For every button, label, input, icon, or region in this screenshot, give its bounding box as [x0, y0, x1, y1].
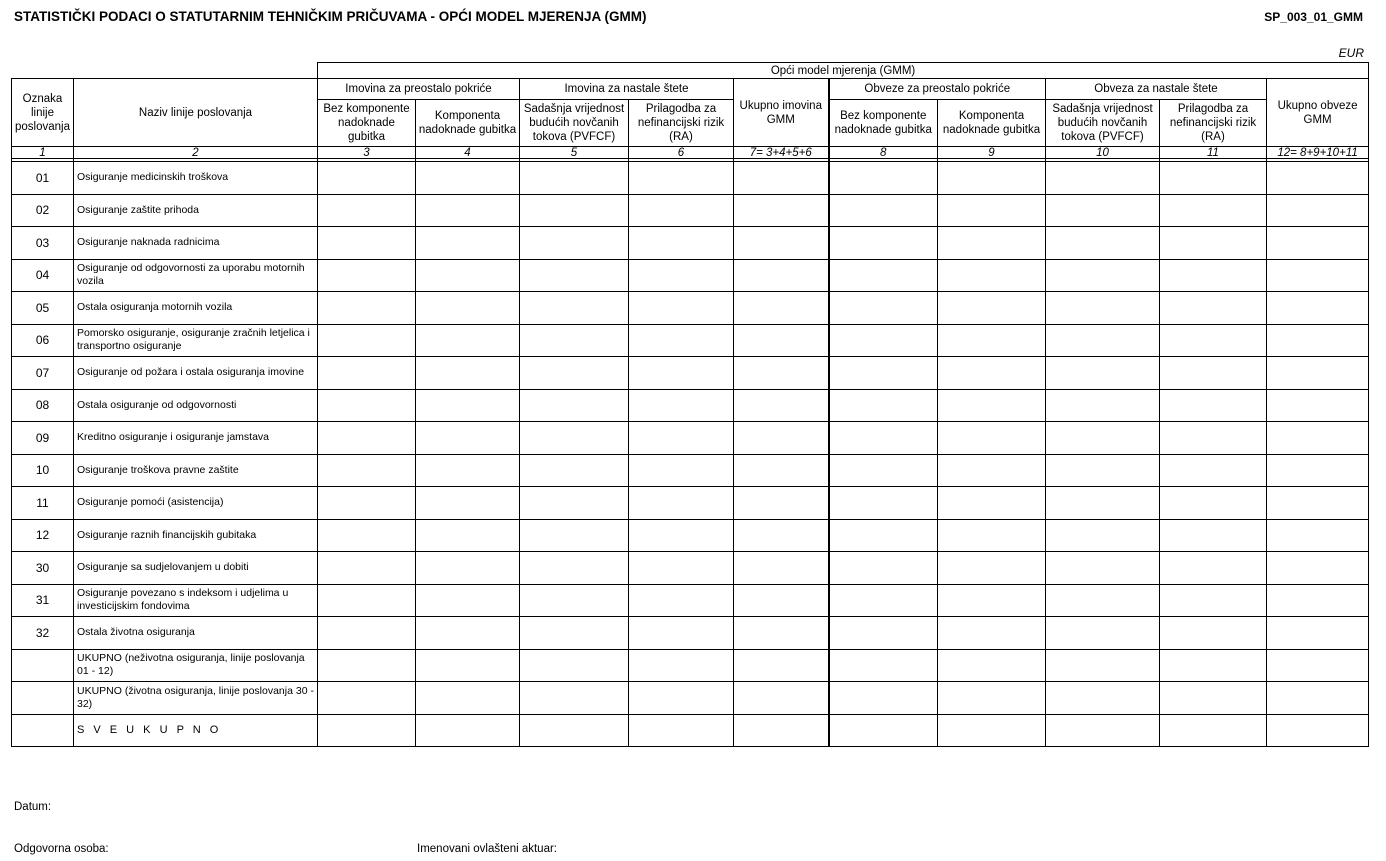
- value-cell[interactable]: [520, 649, 629, 682]
- value-cell[interactable]: [520, 584, 629, 617]
- value-cell[interactable]: [416, 682, 520, 715]
- row-name: Kreditno osiguranje i osiguranje jamstava: [74, 422, 318, 455]
- value-cell[interactable]: [829, 194, 938, 227]
- header-assets-incurred: Imovina za nastale štete: [520, 79, 734, 100]
- table-row: [12, 259, 1369, 292]
- value-cell[interactable]: [629, 227, 734, 260]
- table-row: [12, 552, 1369, 585]
- value-cell[interactable]: [1046, 649, 1160, 682]
- value-cell[interactable]: [520, 389, 629, 422]
- value-cell[interactable]: [416, 162, 520, 195]
- value-cell[interactable]: [416, 357, 520, 390]
- value-cell[interactable]: [829, 552, 938, 585]
- col-number: 10: [1046, 147, 1160, 159]
- value-cell[interactable]: [520, 682, 629, 715]
- value-cell[interactable]: [318, 649, 416, 682]
- value-cell[interactable]: [629, 682, 734, 715]
- value-cell[interactable]: [1267, 357, 1369, 390]
- value-cell[interactable]: [829, 617, 938, 650]
- value-cell[interactable]: [416, 292, 520, 325]
- value-cell[interactable]: [629, 649, 734, 682]
- row-code: 09: [12, 422, 74, 455]
- value-cell[interactable]: [520, 422, 629, 455]
- value-cell[interactable]: [1267, 519, 1369, 552]
- value-cell[interactable]: [938, 422, 1046, 455]
- value-cell[interactable]: [416, 389, 520, 422]
- value-cell[interactable]: [734, 519, 829, 552]
- value-cell[interactable]: [416, 519, 520, 552]
- value-cell[interactable]: [629, 259, 734, 292]
- value-cell[interactable]: [1046, 682, 1160, 715]
- row-name: Osiguranje zaštite prihoda: [74, 194, 318, 227]
- value-cell[interactable]: [1267, 389, 1369, 422]
- table-row: [12, 584, 1369, 617]
- value-cell[interactable]: [734, 324, 829, 357]
- value-cell[interactable]: [416, 584, 520, 617]
- table-row: [12, 194, 1369, 227]
- value-cell[interactable]: [318, 357, 416, 390]
- value-cell[interactable]: [734, 194, 829, 227]
- value-cell[interactable]: [629, 162, 734, 195]
- gmm-table: [11, 62, 1369, 747]
- value-cell[interactable]: [520, 162, 629, 195]
- value-cell[interactable]: [416, 422, 520, 455]
- value-cell[interactable]: [520, 454, 629, 487]
- value-cell[interactable]: [1046, 162, 1160, 195]
- value-cell[interactable]: [1160, 519, 1267, 552]
- table-row: [12, 519, 1369, 552]
- value-cell[interactable]: [734, 357, 829, 390]
- col-number: 7= 3+4+5+6: [734, 147, 829, 159]
- value-cell[interactable]: [520, 487, 629, 520]
- value-cell[interactable]: [1267, 259, 1369, 292]
- table-row: [12, 682, 1369, 715]
- value-cell[interactable]: [416, 649, 520, 682]
- value-cell[interactable]: [629, 552, 734, 585]
- value-cell[interactable]: [938, 487, 1046, 520]
- sub-no-loss: Bez komponente nadoknade gubitka: [318, 100, 416, 147]
- sub-ra: Prilagodba za nefinancijski rizik (RA): [1160, 100, 1267, 147]
- value-cell[interactable]: [1160, 682, 1267, 715]
- value-cell[interactable]: [629, 194, 734, 227]
- row-code: 04: [12, 259, 74, 292]
- value-cell[interactable]: [1046, 292, 1160, 325]
- row-code: [12, 682, 74, 715]
- row-name: Ostala osiguranje od odgovornosti: [74, 389, 318, 422]
- value-cell[interactable]: [1160, 584, 1267, 617]
- value-cell[interactable]: [520, 357, 629, 390]
- value-cell[interactable]: [1046, 357, 1160, 390]
- value-cell[interactable]: [520, 292, 629, 325]
- value-cell[interactable]: [318, 389, 416, 422]
- value-cell[interactable]: [416, 194, 520, 227]
- value-cell[interactable]: [1160, 292, 1267, 325]
- col-number: 4: [416, 147, 520, 159]
- row-name: UKUPNO (neživotna osiguranja, linije poslovanja 01 - 12): [74, 649, 318, 682]
- value-cell[interactable]: [938, 519, 1046, 552]
- value-cell[interactable]: [734, 714, 829, 747]
- value-cell[interactable]: [318, 324, 416, 357]
- value-cell[interactable]: [629, 389, 734, 422]
- value-cell[interactable]: [1046, 584, 1160, 617]
- value-cell[interactable]: [938, 227, 1046, 260]
- sub-pvfcf: Sadašnja vrijednost budućih novčanih tokova (PVFCF): [520, 100, 629, 147]
- value-cell[interactable]: [629, 422, 734, 455]
- row-code: [12, 649, 74, 682]
- value-cell[interactable]: [318, 259, 416, 292]
- value-cell[interactable]: [1160, 389, 1267, 422]
- table-row: [12, 422, 1369, 455]
- value-cell[interactable]: [416, 324, 520, 357]
- value-cell[interactable]: [829, 422, 938, 455]
- value-cell[interactable]: [938, 292, 1046, 325]
- value-cell[interactable]: [318, 682, 416, 715]
- row-code: 03: [12, 227, 74, 260]
- value-cell[interactable]: [829, 714, 938, 747]
- row-name: Osiguranje od odgovornosti za uporabu motornih vozila: [74, 259, 318, 292]
- currency-label: EUR: [1338, 46, 1364, 60]
- date-label: Datum:: [14, 801, 52, 813]
- value-cell[interactable]: [734, 292, 829, 325]
- col-number: 2: [74, 147, 318, 159]
- row-code: 30: [12, 552, 74, 585]
- row-name: Pomorsko osiguranje, osiguranje zračnih letjelica i transportno osiguranje: [74, 324, 318, 357]
- value-cell[interactable]: [1160, 454, 1267, 487]
- value-cell[interactable]: [829, 454, 938, 487]
- form-code: SP_003_01_GMM: [1264, 10, 1363, 24]
- value-cell[interactable]: [1046, 259, 1160, 292]
- header-code: Oznaka linije poslovanja: [12, 79, 74, 147]
- value-cell[interactable]: [734, 227, 829, 260]
- col-number: 9: [938, 147, 1046, 159]
- value-cell[interactable]: [1267, 649, 1369, 682]
- value-cell[interactable]: [1046, 487, 1160, 520]
- value-cell[interactable]: [938, 552, 1046, 585]
- table-row: [12, 454, 1369, 487]
- col-number: 6: [629, 147, 734, 159]
- value-cell[interactable]: [1160, 649, 1267, 682]
- value-cell[interactable]: [829, 292, 938, 325]
- value-cell[interactable]: [938, 682, 1046, 715]
- value-cell[interactable]: [829, 649, 938, 682]
- value-cell[interactable]: [734, 259, 829, 292]
- table-row: [12, 357, 1369, 390]
- header-assets-remaining: Imovina za preostalo pokriće: [318, 79, 520, 100]
- value-cell[interactable]: [1160, 714, 1267, 747]
- value-cell[interactable]: [416, 487, 520, 520]
- value-cell[interactable]: [938, 162, 1046, 195]
- value-cell[interactable]: [1267, 422, 1369, 455]
- value-cell[interactable]: [734, 162, 829, 195]
- table-row: [12, 487, 1369, 520]
- value-cell[interactable]: [1160, 617, 1267, 650]
- col-number: 11: [1160, 147, 1267, 159]
- value-cell[interactable]: [416, 714, 520, 747]
- row-name: Osiguranje pomoći (asistencija): [74, 487, 318, 520]
- value-cell[interactable]: [1160, 552, 1267, 585]
- header-assets-total: Ukupno imovina GMM: [734, 79, 829, 147]
- value-cell[interactable]: [938, 617, 1046, 650]
- row-name: Ostala osiguranja motornih vozila: [74, 292, 318, 325]
- col-number: 1: [12, 147, 74, 159]
- value-cell[interactable]: [1160, 194, 1267, 227]
- row-code: [12, 714, 74, 747]
- header-liab-remaining: Obveze za preostalo pokriće: [829, 79, 1046, 100]
- value-cell[interactable]: [938, 324, 1046, 357]
- row-name: Ostala životna osiguranja: [74, 617, 318, 650]
- value-cell[interactable]: [416, 259, 520, 292]
- table-row: [12, 227, 1369, 260]
- col-number: 5: [520, 147, 629, 159]
- value-cell[interactable]: [1160, 357, 1267, 390]
- value-cell[interactable]: [520, 194, 629, 227]
- col-number: 3: [318, 147, 416, 159]
- value-cell[interactable]: [734, 649, 829, 682]
- value-cell[interactable]: [829, 357, 938, 390]
- row-name: Osiguranje od požara i ostala osiguranja imovine: [74, 357, 318, 390]
- value-cell[interactable]: [1267, 454, 1369, 487]
- row-name: Osiguranje medicinskih troškova: [74, 162, 318, 195]
- value-cell[interactable]: [1046, 552, 1160, 585]
- value-cell[interactable]: [1046, 227, 1160, 260]
- row-code: 11: [12, 487, 74, 520]
- table-row: [12, 389, 1369, 422]
- value-cell[interactable]: [318, 584, 416, 617]
- value-cell[interactable]: [1160, 227, 1267, 260]
- row-code: 32: [12, 617, 74, 650]
- value-cell[interactable]: [520, 519, 629, 552]
- row-code: 06: [12, 324, 74, 357]
- value-cell[interactable]: [318, 227, 416, 260]
- value-cell[interactable]: [629, 584, 734, 617]
- value-cell[interactable]: [1267, 194, 1369, 227]
- page-title: STATISTIČKI PODACI O STATUTARNIM TEHNIČKIM PRIČUVAMA - OPĆI MODEL MJERENJA (GMM): [14, 9, 647, 24]
- value-cell[interactable]: [938, 714, 1046, 747]
- value-cell[interactable]: [829, 259, 938, 292]
- value-cell[interactable]: [520, 714, 629, 747]
- value-cell[interactable]: [829, 519, 938, 552]
- value-cell[interactable]: [318, 617, 416, 650]
- value-cell[interactable]: [938, 194, 1046, 227]
- value-cell[interactable]: [1267, 324, 1369, 357]
- row-code: 01: [12, 162, 74, 195]
- value-cell[interactable]: [938, 389, 1046, 422]
- table-row: [12, 292, 1369, 325]
- row-name: Osiguranje naknada radnicima: [74, 227, 318, 260]
- row-code: 08: [12, 389, 74, 422]
- value-cell[interactable]: [520, 617, 629, 650]
- value-cell[interactable]: [829, 682, 938, 715]
- value-cell[interactable]: [1046, 389, 1160, 422]
- row-name: UKUPNO (životna osiguranja, linije poslovanja 30 - 32): [74, 682, 318, 715]
- actuary-label: Imenovani ovlašteni aktuar:: [417, 843, 557, 855]
- sub-loss: Komponenta nadoknade gubitka: [416, 100, 520, 147]
- group-title: Opći model mjerenja (GMM): [318, 63, 1369, 79]
- value-cell[interactable]: [1160, 487, 1267, 520]
- sub-ra: Prilagodba za nefinancijski rizik (RA): [629, 100, 734, 147]
- value-cell[interactable]: [318, 519, 416, 552]
- value-cell[interactable]: [629, 519, 734, 552]
- row-code: 10: [12, 454, 74, 487]
- value-cell[interactable]: [1267, 617, 1369, 650]
- row-code: 31: [12, 584, 74, 617]
- table-row: [12, 617, 1369, 650]
- sub-no-loss: Bez komponente nadoknade gubitka: [829, 100, 938, 147]
- value-cell[interactable]: [318, 714, 416, 747]
- value-cell[interactable]: [1267, 292, 1369, 325]
- table-row: [12, 162, 1369, 195]
- value-cell[interactable]: [1046, 454, 1160, 487]
- value-cell[interactable]: [629, 357, 734, 390]
- value-cell[interactable]: [734, 454, 829, 487]
- value-cell[interactable]: [734, 552, 829, 585]
- value-cell[interactable]: [416, 454, 520, 487]
- header-name: Naziv linije poslovanja: [74, 79, 318, 147]
- value-cell[interactable]: [318, 487, 416, 520]
- value-cell[interactable]: [1160, 324, 1267, 357]
- row-code: 12: [12, 519, 74, 552]
- value-cell[interactable]: [1267, 227, 1369, 260]
- col-number: 12= 8+9+10+11: [1267, 147, 1369, 159]
- value-cell[interactable]: [734, 584, 829, 617]
- table-row: [12, 649, 1369, 682]
- value-cell[interactable]: [416, 227, 520, 260]
- row-name: Osiguranje raznih financijskih gubitaka: [74, 519, 318, 552]
- value-cell[interactable]: [938, 454, 1046, 487]
- value-cell[interactable]: [938, 259, 1046, 292]
- value-cell[interactable]: [1046, 324, 1160, 357]
- value-cell[interactable]: [1160, 259, 1267, 292]
- responsible-person-label: Odgovorna osoba:: [14, 843, 109, 855]
- value-cell[interactable]: [520, 227, 629, 260]
- header-liab-total: Ukupno obveze GMM: [1267, 79, 1369, 147]
- value-cell[interactable]: [416, 552, 520, 585]
- value-cell[interactable]: [938, 584, 1046, 617]
- value-cell[interactable]: [734, 422, 829, 455]
- value-cell[interactable]: [318, 292, 416, 325]
- value-cell[interactable]: [416, 617, 520, 650]
- value-cell[interactable]: [1160, 422, 1267, 455]
- row-code: 05: [12, 292, 74, 325]
- col-number: 8: [829, 147, 938, 159]
- value-cell[interactable]: [629, 454, 734, 487]
- value-cell[interactable]: [1267, 487, 1369, 520]
- row-name: S V E U K U P N O: [74, 714, 318, 747]
- value-cell[interactable]: [829, 487, 938, 520]
- value-cell[interactable]: [938, 357, 1046, 390]
- sub-pvfcf: Sadašnja vrijednost budućih novčanih tokova (PVFCF): [1046, 100, 1160, 147]
- value-cell[interactable]: [1267, 682, 1369, 715]
- value-cell[interactable]: [734, 389, 829, 422]
- value-cell[interactable]: [734, 487, 829, 520]
- value-cell[interactable]: [734, 682, 829, 715]
- value-cell[interactable]: [318, 194, 416, 227]
- value-cell[interactable]: [629, 324, 734, 357]
- value-cell[interactable]: [1046, 194, 1160, 227]
- value-cell[interactable]: [318, 422, 416, 455]
- value-cell[interactable]: [629, 487, 734, 520]
- header-liab-incurred: Obveza za nastale štete: [1046, 79, 1267, 100]
- value-cell[interactable]: [1160, 162, 1267, 195]
- row-name: Osiguranje sa sudjelovanjem u dobiti: [74, 552, 318, 585]
- table-row: [12, 324, 1369, 357]
- value-cell[interactable]: [734, 617, 829, 650]
- row-name: Osiguranje povezano s indeksom i udjelima u investicijskim fondovima: [74, 584, 318, 617]
- value-cell[interactable]: [629, 617, 734, 650]
- sub-loss: Komponenta nadoknade gubitka: [938, 100, 1046, 147]
- value-cell[interactable]: [1046, 617, 1160, 650]
- row-name: Osiguranje troškova pravne zaštite: [74, 454, 318, 487]
- table-row: [12, 714, 1369, 747]
- value-cell[interactable]: [520, 259, 629, 292]
- value-cell[interactable]: [629, 292, 734, 325]
- value-cell[interactable]: [1046, 714, 1160, 747]
- value-cell[interactable]: [938, 649, 1046, 682]
- value-cell[interactable]: [520, 324, 629, 357]
- value-cell[interactable]: [829, 227, 938, 260]
- value-cell[interactable]: [1267, 714, 1369, 747]
- value-cell[interactable]: [829, 584, 938, 617]
- value-cell[interactable]: [629, 714, 734, 747]
- value-cell[interactable]: [318, 454, 416, 487]
- row-code: 07: [12, 357, 74, 390]
- value-cell[interactable]: [318, 162, 416, 195]
- value-cell[interactable]: [1046, 519, 1160, 552]
- value-cell[interactable]: [829, 389, 938, 422]
- value-cell[interactable]: [520, 552, 629, 585]
- value-cell[interactable]: [1046, 422, 1160, 455]
- value-cell[interactable]: [1267, 162, 1369, 195]
- value-cell[interactable]: [829, 162, 938, 195]
- value-cell[interactable]: [1267, 584, 1369, 617]
- value-cell[interactable]: [318, 552, 416, 585]
- value-cell[interactable]: [829, 324, 938, 357]
- row-code: 02: [12, 194, 74, 227]
- value-cell[interactable]: [1267, 552, 1369, 585]
